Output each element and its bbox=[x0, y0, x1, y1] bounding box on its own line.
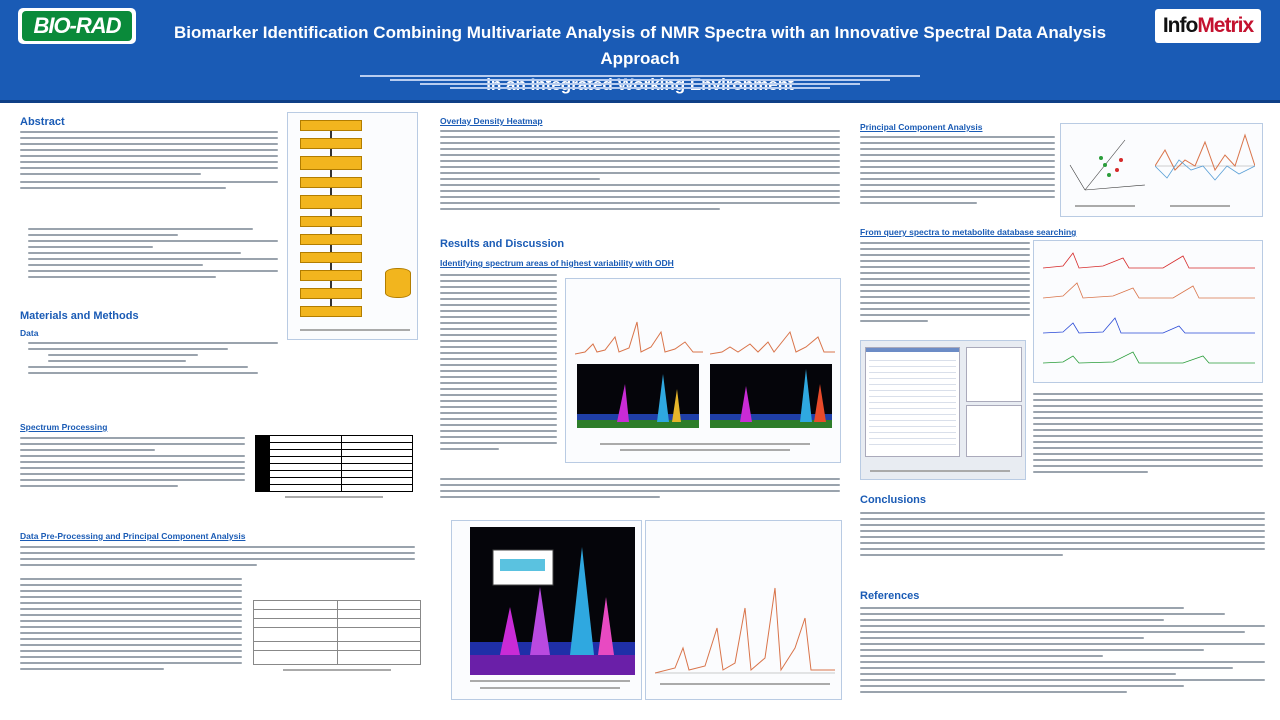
odh-heading: Overlay Density Heatmap bbox=[440, 116, 543, 126]
flow-step-4 bbox=[300, 177, 362, 188]
materials-heading: Materials and Methods bbox=[20, 310, 139, 322]
data-preprocessing-heading: Data Pre-Processing and Principal Component Analysis bbox=[20, 531, 246, 541]
flow-step-6 bbox=[300, 216, 362, 227]
pca-heading: Principal Component Analysis bbox=[860, 122, 983, 132]
query-text-2 bbox=[1033, 393, 1263, 487]
identifying-text bbox=[440, 274, 557, 474]
references-list bbox=[860, 607, 1265, 702]
pca-text bbox=[860, 136, 1055, 220]
flow-arrow bbox=[330, 170, 332, 177]
large-heatmap bbox=[470, 527, 635, 675]
infometrix-logo: Info Metrix bbox=[1155, 9, 1261, 43]
software-screenshot bbox=[860, 340, 1026, 480]
flow-step-10 bbox=[300, 288, 362, 299]
results-table bbox=[253, 600, 421, 675]
spectrum-plot-right bbox=[710, 292, 835, 360]
spectrum-processing-text bbox=[20, 437, 245, 522]
pca-caption-2 bbox=[1170, 205, 1230, 207]
spectrum-plot-left bbox=[575, 292, 703, 360]
database-icon bbox=[385, 268, 411, 298]
pca-scores-plot bbox=[1065, 130, 1150, 200]
odh-caption-2 bbox=[620, 449, 790, 451]
spectrum-plot-bottom bbox=[655, 528, 835, 678]
flow-arrow bbox=[330, 188, 332, 195]
spectrum-processing-heading: Spectrum Processing bbox=[20, 422, 108, 432]
author-block bbox=[300, 73, 980, 91]
data-heading: Data bbox=[20, 328, 39, 338]
screenshot-table bbox=[865, 347, 960, 457]
flow-step-2 bbox=[300, 138, 362, 149]
abstract-text bbox=[20, 131, 278, 201]
preprocessing-text-2 bbox=[20, 578, 242, 688]
flow-arrow bbox=[330, 149, 332, 156]
results-text bbox=[440, 478, 840, 522]
heatmap-caption-2 bbox=[480, 687, 620, 689]
abstract-heading: Abstract bbox=[20, 116, 65, 128]
large-heatmap-graphic bbox=[470, 527, 635, 675]
flow-arrow bbox=[330, 209, 332, 216]
flow-step-3 bbox=[300, 156, 362, 170]
flow-step-7 bbox=[300, 234, 362, 245]
flow-step-5 bbox=[300, 195, 362, 209]
conclusions-text bbox=[860, 512, 1265, 576]
screenshot-scatter bbox=[966, 347, 1022, 402]
odh-text bbox=[440, 130, 840, 232]
bio-rad-logo: BIO-RAD bbox=[18, 8, 136, 44]
heatmap-left bbox=[577, 364, 699, 428]
abstract-bullets bbox=[28, 228, 278, 300]
identifying-heading: Identifying spectrum areas of highest variability with ODH bbox=[440, 258, 674, 268]
preprocessing-text bbox=[20, 546, 415, 574]
flow-step-8 bbox=[300, 252, 362, 263]
processing-parameters-table bbox=[255, 435, 413, 502]
flow-arrow bbox=[330, 281, 332, 288]
heatmap-left-graphic bbox=[577, 364, 699, 428]
poster-title: Biomarker Identification Combining Multivariate Analysis of NMR Spectra with an Innovative Spectral Data Analysis Approach bbox=[173, 23, 1107, 68]
screenshot-caption bbox=[870, 470, 1010, 472]
spectrum-caption bbox=[660, 683, 830, 685]
heatmap-right-graphic bbox=[710, 364, 832, 428]
flow-arrow bbox=[330, 227, 332, 234]
flow-arrow bbox=[330, 263, 332, 270]
screenshot-spectrum bbox=[966, 405, 1022, 457]
flow-step-11 bbox=[300, 306, 362, 317]
conclusions-heading: Conclusions bbox=[860, 494, 927, 506]
flow-arrow bbox=[330, 245, 332, 252]
query-spectra-plot bbox=[1043, 248, 1255, 378]
results-heading: Results and Discussion bbox=[440, 238, 565, 250]
pca-loadings-plot bbox=[1155, 130, 1255, 202]
query-text bbox=[860, 242, 1030, 334]
query-heading: From query spectra to metabolite database searching bbox=[860, 227, 1077, 237]
data-list bbox=[28, 342, 278, 412]
workflow-caption bbox=[300, 329, 410, 331]
heatmap-right bbox=[710, 364, 832, 428]
flow-step-1 bbox=[300, 120, 362, 131]
odh-caption bbox=[600, 443, 810, 445]
heatmap-caption bbox=[470, 680, 630, 682]
flow-step-9 bbox=[300, 270, 362, 281]
flow-arrow bbox=[330, 299, 332, 306]
references-heading: References bbox=[860, 590, 920, 602]
flow-arrow bbox=[330, 131, 332, 138]
poster-header bbox=[0, 0, 1280, 103]
pca-caption-1 bbox=[1075, 205, 1135, 207]
